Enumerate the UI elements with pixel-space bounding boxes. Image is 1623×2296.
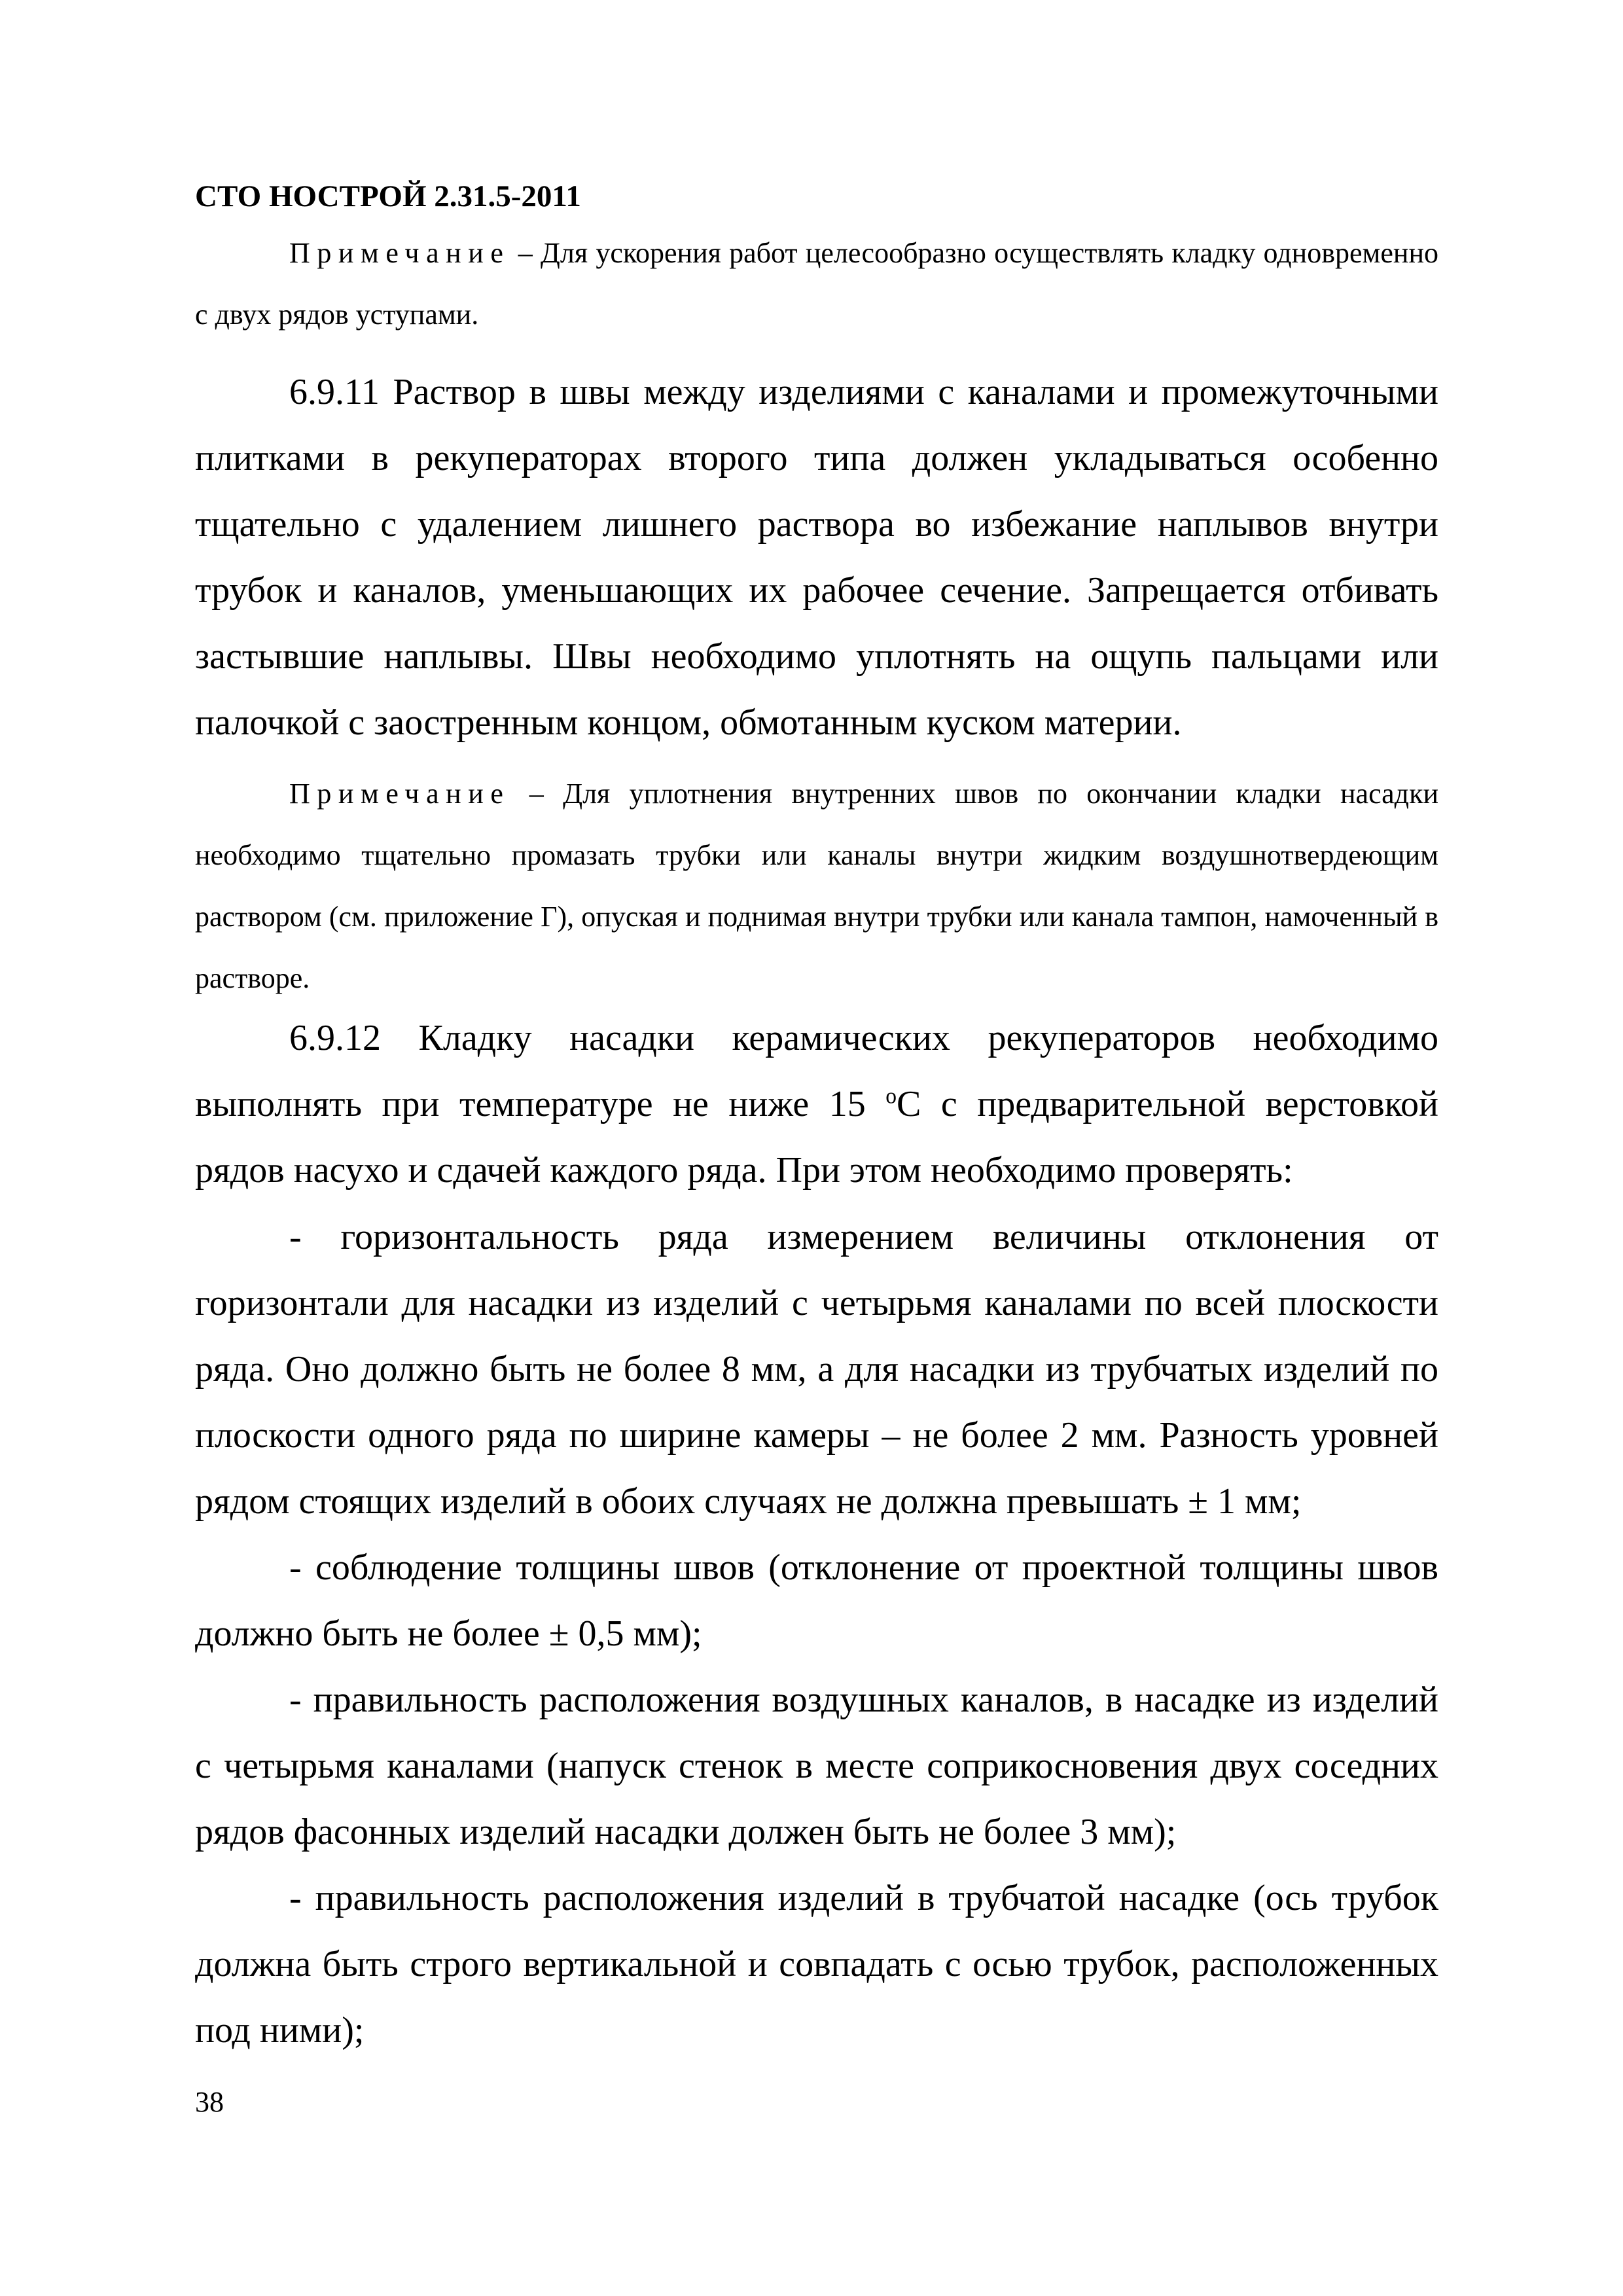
note-ascent-works: [195, 223, 1438, 346]
section-text-part1: 6.9.12 Кладку насадки керамических рекуператоров необходимо выполнять при температуре не ниже 15: [195, 1018, 1438, 1124]
note-label: Примечание: [289, 778, 510, 810]
check-item-joint-thickness: - соблюдение толщины швов (отклонение от проектной толщины швов должно быть не более ± 0,5 мм);: [195, 1547, 1438, 1654]
section-text-part2: С с предварительной верстовкой рядов насухо и сдачей каждого ряда. При этом необходимо проверять:: [195, 1084, 1438, 1191]
note-label: Примечание: [289, 237, 510, 269]
check-item-horizontality: - горизонтальность ряда измерением величины отклонения от горизонтали для насадки из изделий с четырьмя каналами по всей плоскости ряда. Оно должно быть не более 8 мм, а для насадки из трубчатых изделий по плоскости одного ряда по ширине камеры – не более 2 мм. Разность уровней рядом стоящих изделий в обоих случаях не должна превышать ± 1 мм;: [195, 1217, 1438, 1522]
note-seal-joints: [195, 763, 1438, 1009]
note-text: – Для уплотнения внутренних швов по окончании кладки насадки необходимо тщательно промазать трубки или каналы внутри жидким воздушнотвердеющим раствором (см. приложение Г), опуская и поднимая внутри трубки или канала тампон, намоченный в растворе.: [195, 778, 1438, 994]
check-item-air-channels: - правильность расположения воздушных каналов, в насадке из изделий с четырьмя каналами (напуск стенок в месте соприкосновения двух соседних рядов фасонных изделий насадки должен быть не более 3 мм);: [195, 1679, 1438, 1852]
degree-sign: о: [885, 1084, 897, 1109]
document-header: СТО НОСТРОЙ 2.31.5-2011: [195, 179, 581, 213]
note-text: – Для ускорения работ целесообразно осуществлять кладку одновременно с двух рядов уступами.: [195, 237, 1438, 331]
document-page: [195, 0, 1438, 2296]
check-item-tube-alignment: - правильность расположения изделий в трубчатой насадке (ось трубок должна быть строго вертикальной и совпадать с осью трубок, расположенных под ними);: [195, 1878, 1438, 2051]
section-6-9-11: 6.9.11 Раствор в швы между изделиями с каналами и промежуточными плитками в рекуператорах второго типа должен укладываться особенно тщательно с удалением лишнего раствора во избежание наплывов внутри трубок и каналов, уменьшающих их рабочее сечение. Запрещается отбивать застывшие наплывы. Швы необходимо уплотнять на ощупь пальцами или палочкой с заостренным концом, обмотанным куском материи.: [195, 372, 1438, 743]
page-number: 38: [195, 2086, 224, 2118]
section-6-9-12: [195, 1005, 1438, 1204]
